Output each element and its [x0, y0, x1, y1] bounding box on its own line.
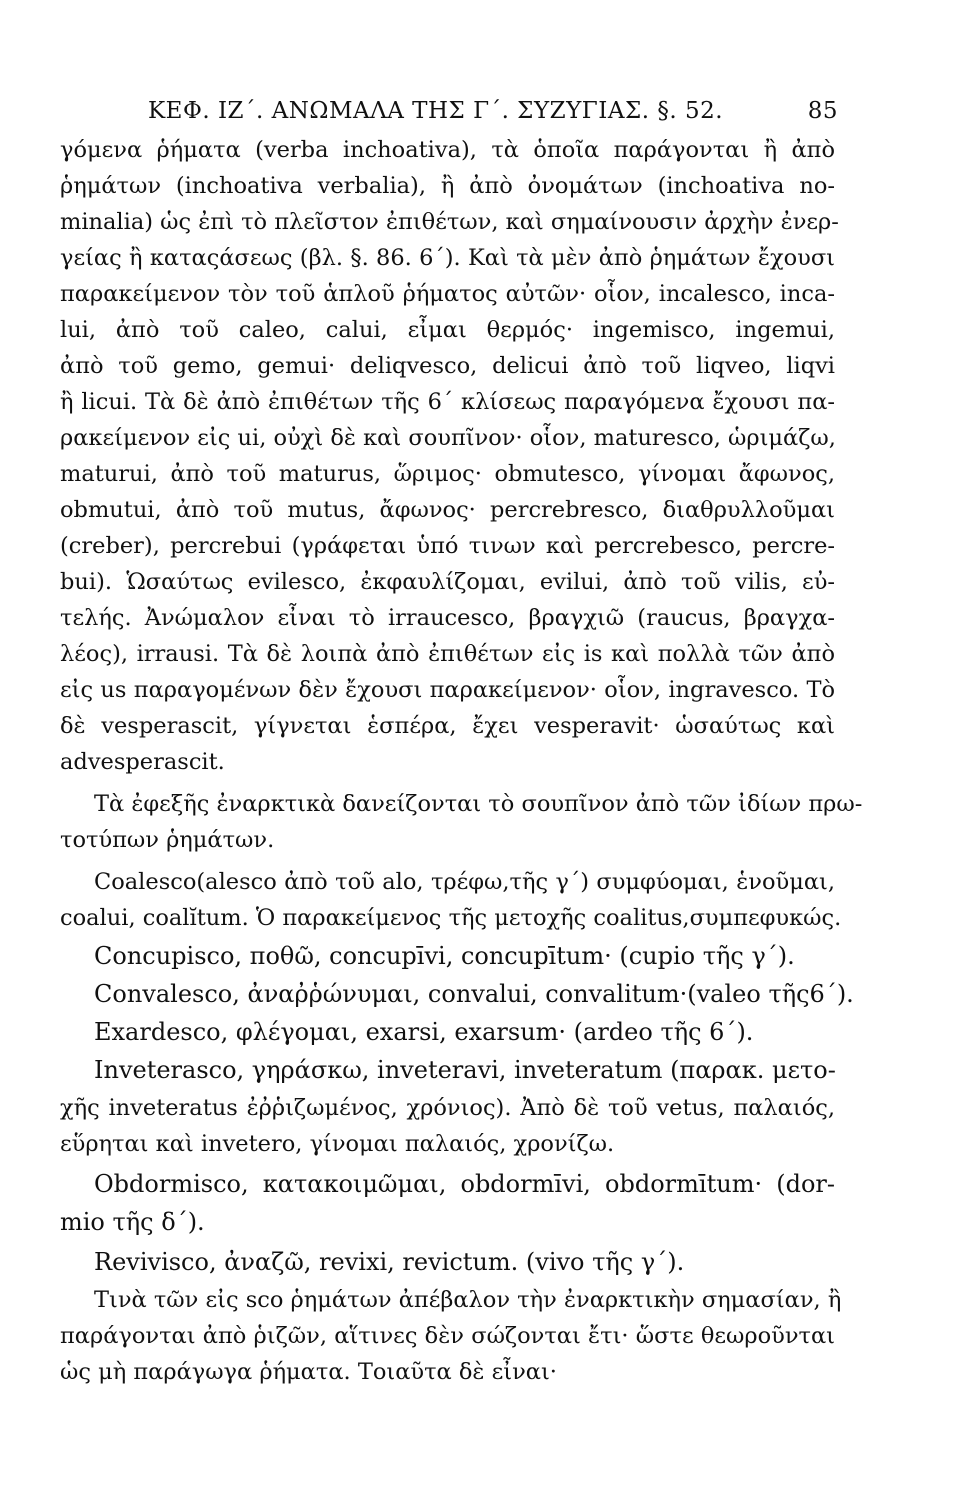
- entry-convalesco: Convalesco, ἀναῤῥώνυμαι, convalui, convalitum·(valeo τῆς6΄).: [94, 980, 854, 1008]
- text-line: (creber), percrebui (γράφεται ὑπό τινων καὶ percrebesco, percre-: [60, 533, 835, 559]
- text-line: εἰς us παραγομένων δὲν ἔχουσι παρακείμενον· οἷον, ingravesco. Τὸ: [60, 677, 835, 703]
- text-line: δὲ vesperascit, γίγνεται ἑσπέρα, ἔχει vesperavit· ὡσαύτως καὶ: [60, 713, 835, 739]
- text-line: minalia) ὡς ἐπὶ τὸ πλεῖστον ἐπιθέτων, καὶ σημαίνουσιν ἀρχὴν ἐνερ-: [60, 209, 839, 235]
- text-line: bui). Ὡσαύτως evilesco, ἐκφαυλίζομαι, evilui, ἀπὸ τοῦ vilis, εὐ-: [60, 569, 835, 595]
- text-line: maturui, ἀπὸ τοῦ maturus, ὥριμος· obmutesco, γίνομαι ἄφωνος,: [60, 461, 835, 487]
- entry-coalesco: Coalesco(alesco ἀπὸ τοῦ alo, τρέφω,τῆς γ΄) συμφύομαι, ἑνοῦμαι,: [94, 869, 835, 895]
- text-line: Τινὰ τῶν εἰς sco ῥημάτων ἀπέβαλον τὴν ἐναρκτικὴν σημασίαν, ἢ: [94, 1287, 842, 1313]
- running-header: [148, 98, 838, 132]
- entry-revivisco: Revivisco, ἀναζῶ, revixi, revictum. (vivo τῆς γ΄).: [94, 1248, 685, 1276]
- text-line: ὡς μὴ παράγωγα ῥήματα. Τοιαῦτα δὲ εἶναι·: [60, 1359, 557, 1385]
- text-line: mio τῆς δ΄).: [60, 1208, 205, 1236]
- text-line: παράγονται ἀπὸ ῥιζῶν, αἵτινες δὲν σώζονται ἔτι· ὥστε θεωροῦνται: [60, 1323, 835, 1349]
- text-line: τοτύπων ῥημάτων.: [60, 827, 275, 853]
- text-line: obmutui, ἀπὸ τοῦ mutus, ἄφωνος· percrebresco, διαθρυλλοῦμαι: [60, 497, 835, 523]
- text-line: advesperascit.: [60, 749, 225, 775]
- text-line: ἢ licui. Τὰ δὲ ἀπὸ ἐπιθέτων τῆς 6΄ κλίσεως παραγόμενα ἔχουσι πα-: [60, 389, 835, 415]
- text-line: ῥημάτων (inchoativa verbalia), ἢ ἀπὸ ὀνομάτων (inchoativa no-: [60, 173, 835, 199]
- text-line: εὕρηται καὶ invetero, γίνομαι παλαιός, χρονίζω.: [60, 1131, 615, 1157]
- entry-inveterasco: Inveterasco, γηράσκω, inveteravi, inveteratum (παρακ. μετο-: [94, 1056, 836, 1084]
- text-line: coalui, coalĭtum. Ὁ παρακείμενος τῆς μετοχῆς coalitus,συμπεφυκώς.: [60, 905, 842, 931]
- text-line: lui, ἀπὸ τοῦ caleo, calui, εἶμαι θερμός· ingemisco, ingemui,: [60, 317, 835, 343]
- text-line: χῆς inveteratus ἐῤῥιζωμένος, χρόνιος). Ἀπὸ δὲ τοῦ vetus, παλαιός,: [60, 1095, 835, 1121]
- chapter-title: ΚΕΦ. ΙΖ΄. ΑΝΩΜΑΛΑ ΤΗΣ Γ΄. ΣΥΖΥΓΙΑΣ. §. 52.: [148, 98, 724, 124]
- text-line: Τὰ ἐφεξῆς ἐναρκτικὰ δανείζονται τὸ σουπῖνον ἀπὸ τῶν ἰδίων πρω-: [94, 791, 863, 817]
- text-line: ἀπὸ τοῦ gemo, gemui· deliqvesco, delicui ἀπὸ τοῦ liqveo, liqvi: [60, 353, 835, 379]
- page-number: 85: [807, 98, 838, 124]
- text-line: τελής. Ἀνώμαλον εἶναι τὸ irraucesco, βραγχιῶ (raucus, βραγχα-: [60, 605, 835, 631]
- entry-concupisco: Concupisco, ποθῶ, concupīvi, concupītum· (cupio τῆς γ΄).: [94, 942, 795, 970]
- text-line: λέος), irrausi. Τὰ δὲ λοιπὰ ἀπὸ ἐπιθέτων εἰς is καὶ πολλὰ τῶν ἀπὸ: [60, 641, 835, 667]
- text-line: γείας ἢ καταςάσεως (βλ. §. 86. 6΄). Καὶ τὰ μὲν ἀπὸ ῥημάτων ἔχουσι: [60, 245, 835, 271]
- entry-obdormisco: Obdormisco, κατακοιμῶμαι, obdormīvi, obdormītum· (dor-: [94, 1170, 835, 1198]
- text-line: παρακείμενον τὸν τοῦ ἁπλοῦ ῥήματος αὐτῶν· οἷον, incalesco, inca-: [60, 281, 835, 307]
- entry-exardesco: Exardesco, φλέγομαι, exarsi, exarsum· (ardeo τῆς 6΄).: [94, 1018, 754, 1046]
- text-line: ρακείμενον εἰς ui, οὐχὶ δὲ καὶ σουπῖνον· οἷον, maturesco, ὡριμάζω,: [60, 425, 836, 451]
- text-line: γόμενα ῥήματα (verba inchoativa), τὰ ὁποῖα παράγονται ἢ ἀπὸ: [60, 137, 835, 163]
